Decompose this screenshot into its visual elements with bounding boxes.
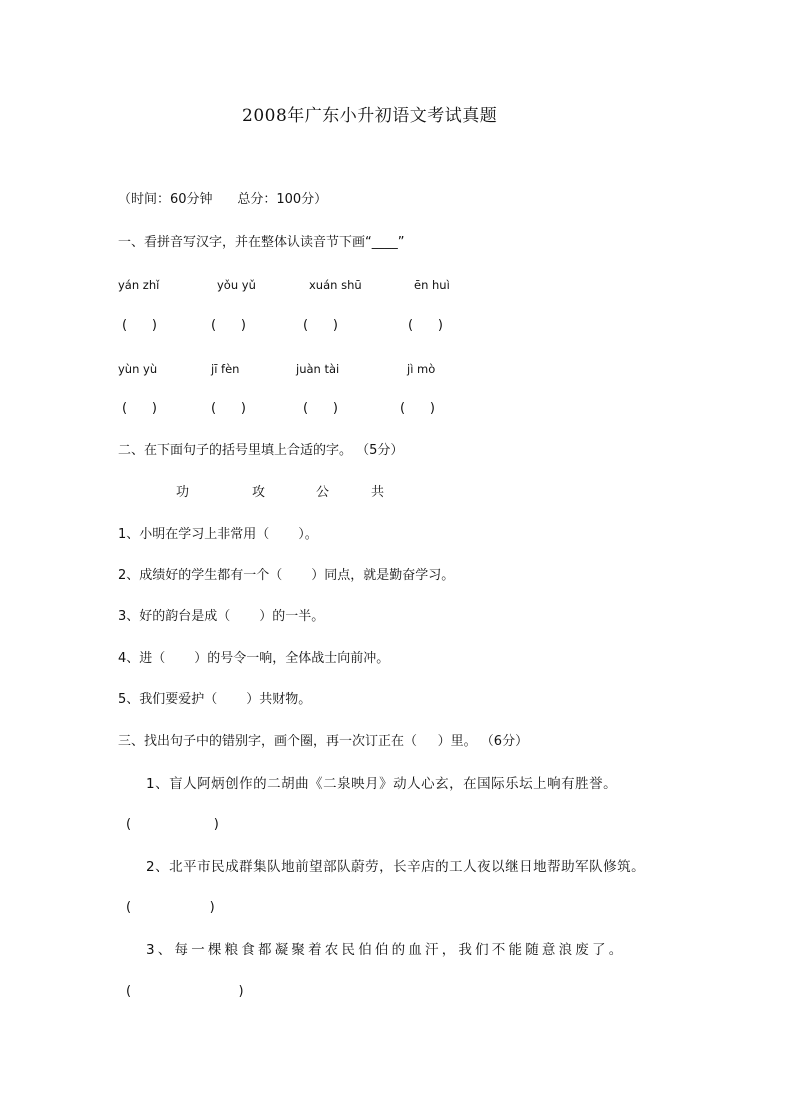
page-title: 2008年广东小升初语文考试真题 xyxy=(242,106,498,126)
pinyin-item: jì mò xyxy=(407,362,436,376)
answer-blank[interactable]: ( ) xyxy=(126,900,215,915)
fill-item: 1、小明在学习上非常用（ ）。 xyxy=(118,527,318,542)
error-sentence: 2、北平市民成群集队地前望部队蔚劳，长辛店的工人夜以继日地帮助军队修筑。 xyxy=(146,859,646,875)
fill-item: 5、我们要爱护（ ）共财物。 xyxy=(118,692,312,707)
pinyin-item: juàn tài xyxy=(296,362,340,376)
section2-heading: 二、在下面句子的括号里填上合适的字。 （5分） xyxy=(118,443,404,458)
fill-item: 3、好的韵台是成（ ）的一半。 xyxy=(118,609,325,624)
fill-item: 2、成绩好的学生都有一个（ ）同点，就是勤奋学习。 xyxy=(118,568,455,583)
answer-blank[interactable]: ( ) xyxy=(126,984,244,999)
answer-blank[interactable]: ( ) xyxy=(400,401,435,416)
option-char: 功 xyxy=(176,485,190,500)
answer-blank[interactable]: ( ) xyxy=(303,401,338,416)
fill-item: 4、进（ ）的号令一响，全体战士向前冲。 xyxy=(118,651,390,666)
option-char: 共 xyxy=(371,485,385,500)
pinyin-item: yán zhǐ xyxy=(118,278,160,292)
pinyin-item: xuán shū xyxy=(309,278,362,292)
pinyin-item: jī fèn xyxy=(211,362,240,376)
answer-blank[interactable]: ( ) xyxy=(408,318,443,333)
error-sentence: 1、盲人阿炳创作的二胡曲《二泉映月》动人心玄，在国际乐坛上响有胜誉。 xyxy=(146,776,618,792)
pinyin-item: yùn yù xyxy=(118,362,158,376)
pinyin-item: ēn huì xyxy=(414,278,450,292)
pinyin-item: yǒu yǔ xyxy=(217,278,256,292)
answer-blank[interactable]: ( ) xyxy=(211,318,246,333)
answer-blank[interactable]: ( ) xyxy=(211,401,246,416)
answer-blank[interactable]: ( ) xyxy=(122,318,157,333)
option-char: 攻 xyxy=(252,485,266,500)
answer-blank[interactable]: ( ) xyxy=(126,817,219,832)
answer-blank[interactable]: ( ) xyxy=(122,401,157,416)
option-char: 公 xyxy=(316,485,330,500)
section1-heading: 一、看拼音写汉字，并在整体认读音节下画“____” xyxy=(118,235,405,250)
exam-meta: （时间：60分钟 总分：100分） xyxy=(118,192,328,207)
error-sentence: 3、每一棵粮食都凝聚着农民伯伯的血汗，我们不能随意浪废了。 xyxy=(146,942,626,958)
answer-blank[interactable]: ( ) xyxy=(303,318,338,333)
section3-heading: 三、找出句子中的错别字，画个圈，再一次订正在（ ）里。 （6分） xyxy=(118,734,529,749)
